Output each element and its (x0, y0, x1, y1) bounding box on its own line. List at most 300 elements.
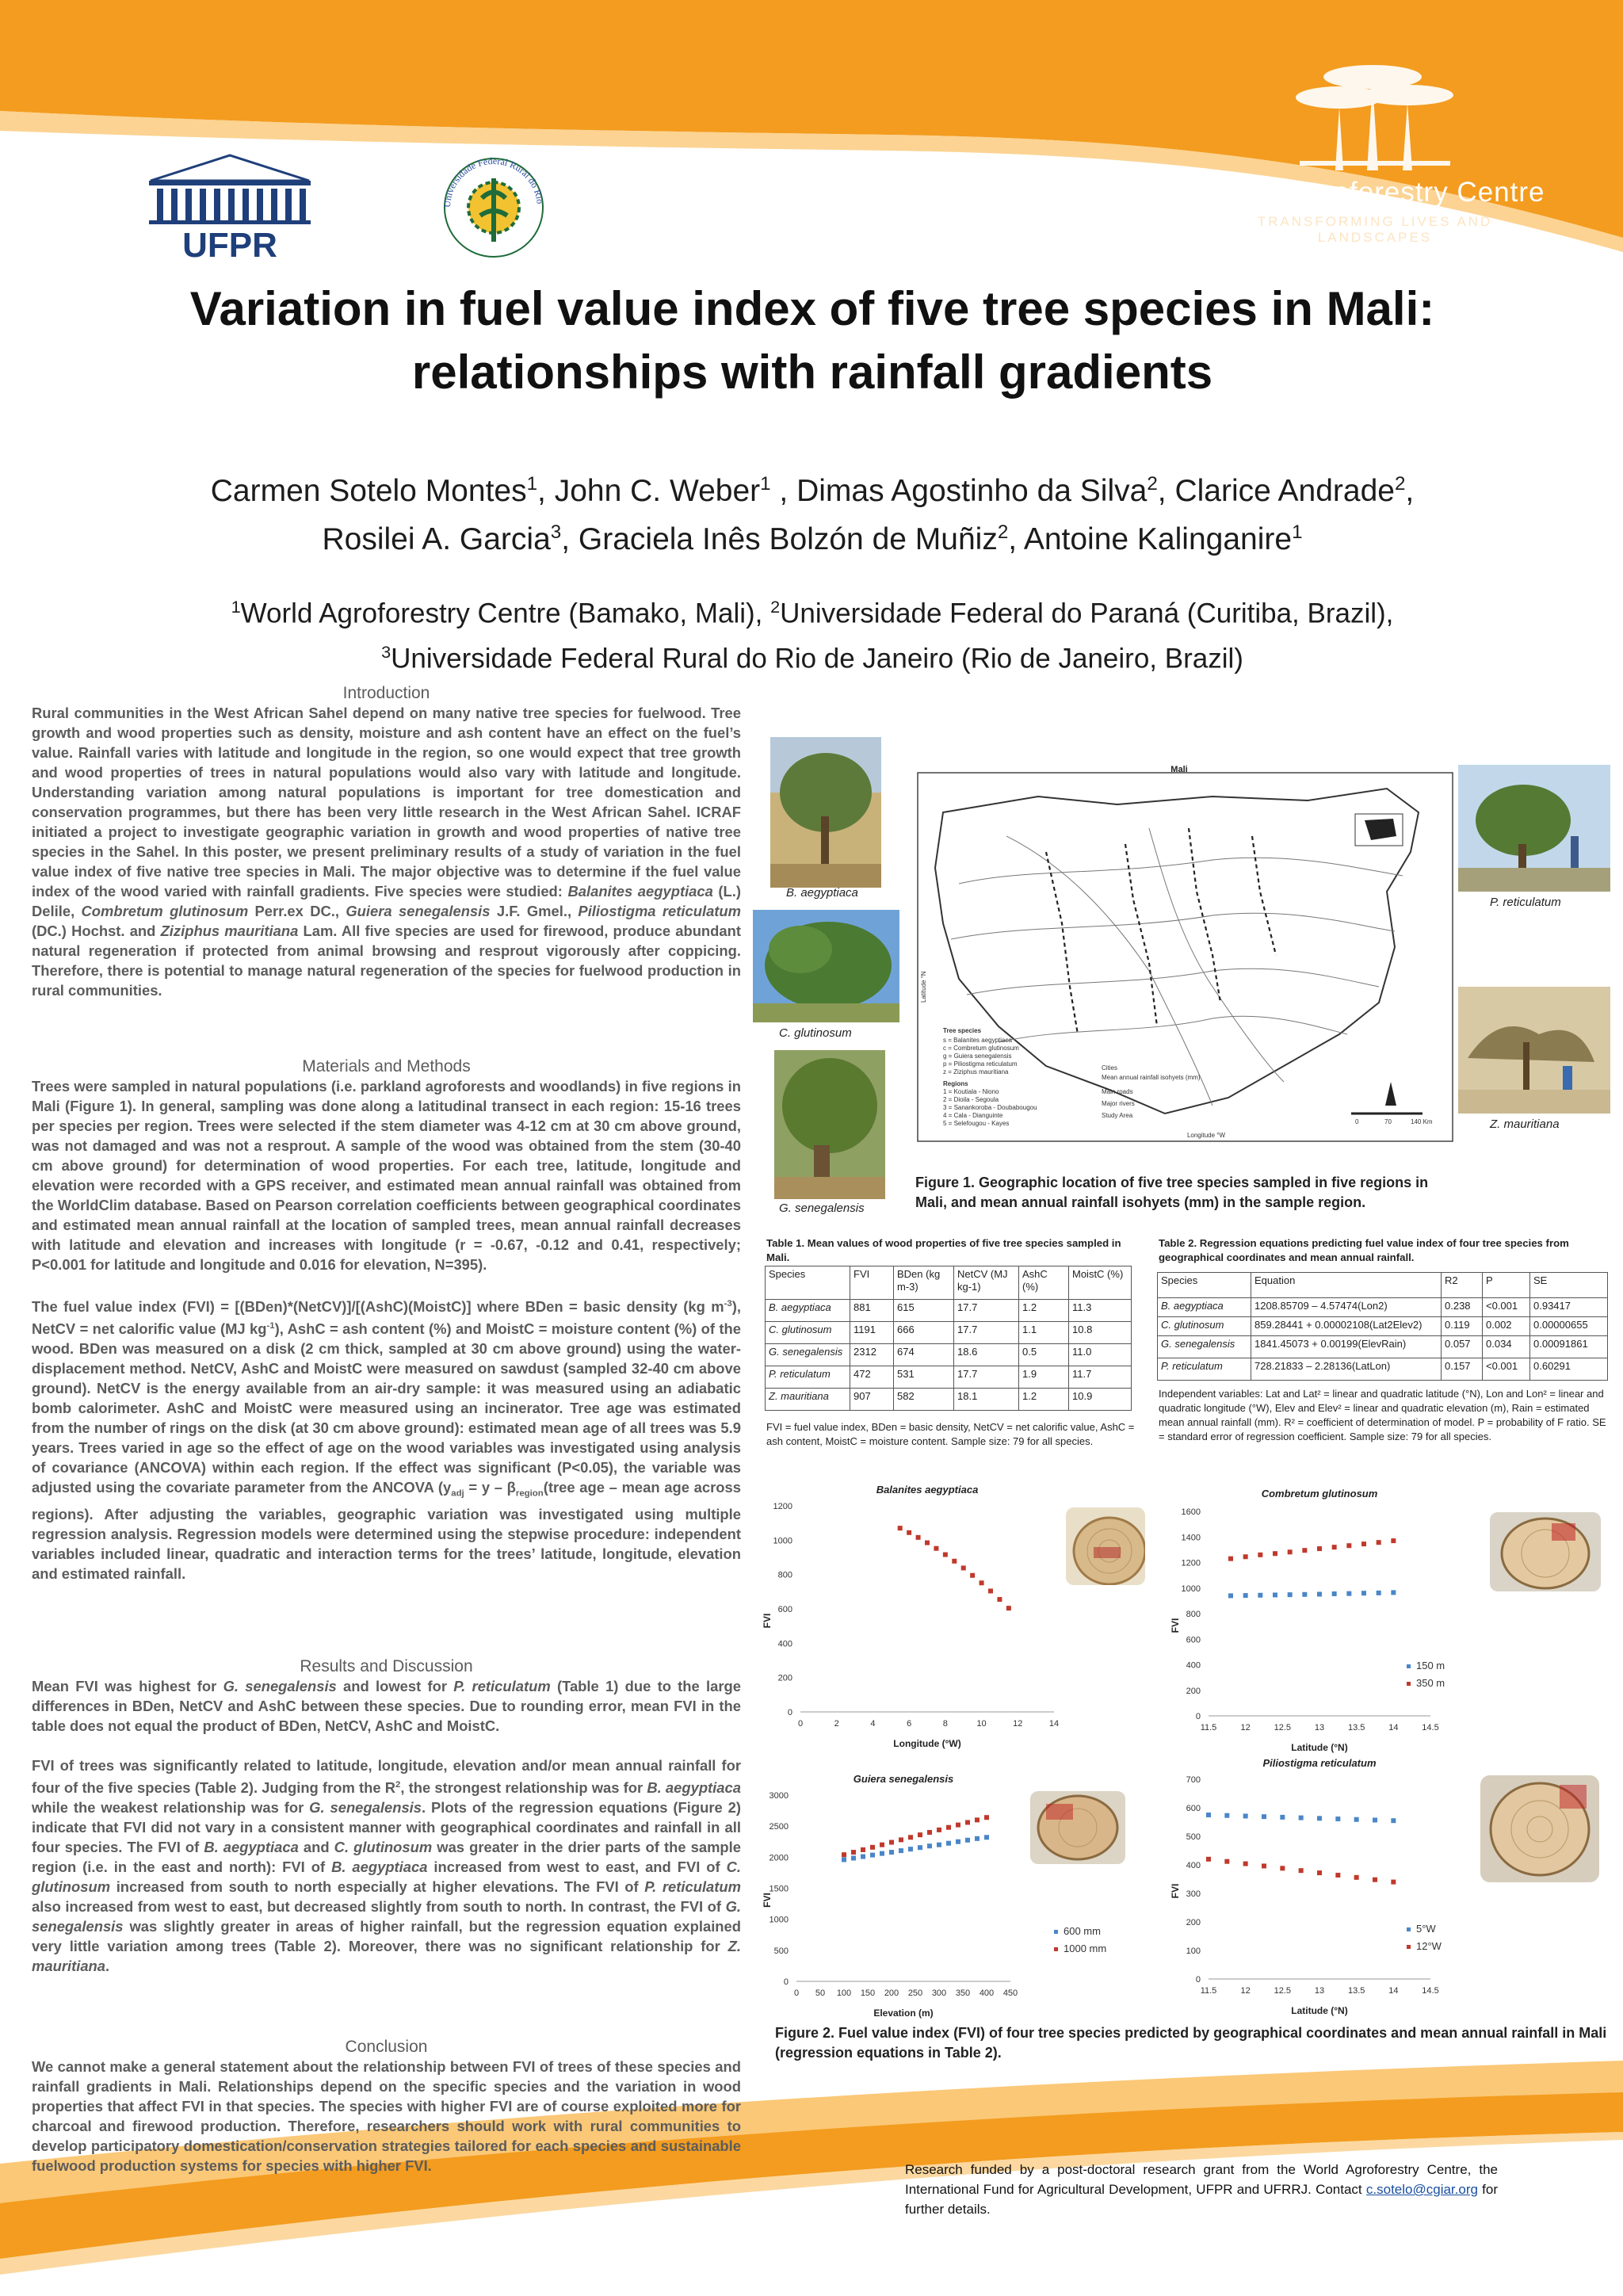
chart-data-point (1243, 1593, 1248, 1598)
chart-data-point (1206, 1813, 1211, 1817)
table-header-cell: Species (766, 1266, 850, 1300)
table-header-row (1158, 1273, 1608, 1298)
chart-x-tick-label: 0 (793, 1988, 800, 1998)
chart-y-tick-label: 200 (1186, 1686, 1201, 1696)
map-scale-label: 0 (1355, 1118, 1359, 1125)
map-legend-species: z = Ziziphus mauritiana (943, 1068, 1009, 1075)
table-cell: C. glutinosum (766, 1322, 850, 1344)
chart-data-point (1288, 1549, 1293, 1554)
table-cell: 0.119 (1442, 1317, 1483, 1336)
chart-data-point (961, 1565, 966, 1570)
author-name: Dimas Agostinho da Silva (796, 474, 1148, 508)
chart-data-point (1332, 1545, 1337, 1549)
chart-data-point (899, 1848, 903, 1853)
author-name: Carmen Sotelo Montes (210, 474, 527, 508)
chart-y-tick-label: 0 (787, 1708, 792, 1717)
table-header-cell: Equation (1251, 1273, 1442, 1298)
table-row (1158, 1298, 1608, 1317)
contact-email-link[interactable]: c.sotelo@cgiar.org (1365, 2182, 1478, 2197)
chart-data-point (880, 1851, 884, 1856)
chart-data-point (1302, 1592, 1307, 1597)
affiliation-number: 2 (770, 597, 781, 617)
chart-x-tick-label: 0 (797, 1719, 804, 1729)
chart-y-tick-label: 400 (777, 1639, 792, 1649)
icraf-name: World Agroforestry Centre (1205, 177, 1545, 208)
funding-text: Research funded by a post-doctoral research grant from the World Agroforestry Centre, the International Fund for Agricultural Development, UFPR and UFRRJ. Contact (905, 2162, 1498, 2197)
chart-legend-label: 1000 mm (1064, 1943, 1107, 1954)
chart-data-point (1273, 1592, 1277, 1597)
chart-data-point (1317, 1591, 1322, 1596)
author-affiliation-mark: 2 (997, 521, 1009, 543)
species-name: Ziziphus mauritiana (160, 923, 299, 939)
results-text-part: was slightly greater in areas of higher rainfall, but the regression equation explained very little variation among trees (Table 2). Moreover, there was no significant relationship for (32, 1918, 741, 1955)
table-cell: 11.3 (1069, 1300, 1132, 1322)
table-header-row (766, 1266, 1132, 1300)
intro-text-part: Perr.ex DC., (248, 903, 346, 919)
chart-data-point (934, 1546, 938, 1551)
table-header-cell: MoistC (%) (1069, 1266, 1132, 1300)
table-cell: P. reticulatum (766, 1366, 850, 1389)
table-header-cell: FVI (850, 1266, 894, 1300)
chart-data-point (916, 1535, 921, 1540)
chart-data-point (1243, 1813, 1248, 1818)
table-cell: Z. mauritiana (766, 1389, 850, 1411)
chart-x-tick-label: 150 (860, 1988, 876, 1998)
figure-label: Figure 2. (775, 2025, 835, 2041)
affiliation-line-2 (71, 633, 1553, 678)
table-header-cell: Species (1158, 1273, 1251, 1298)
map-legend-species: s = Balanites aegyptiaca (943, 1037, 1012, 1044)
table-header-cell: SE (1530, 1273, 1608, 1298)
caption-ziziphus-mauritiana: Z. mauritiana (1490, 1117, 1560, 1131)
table-cell: 531 (894, 1366, 954, 1389)
chart-data-point (861, 1847, 865, 1852)
chart-y-tick-label: 500 (773, 1946, 789, 1956)
table-cell: <0.001 (1483, 1358, 1530, 1381)
chart-y-tick-label: 400 (1186, 1660, 1201, 1671)
chart-data-point (889, 1840, 894, 1845)
table-cell: 728.21833 – 2.28136(LatLon) (1251, 1358, 1442, 1381)
chart-data-point (908, 1835, 913, 1839)
table-row (1158, 1358, 1608, 1381)
subscript: adj (451, 1488, 464, 1499)
table-cell: 0.00000655 (1530, 1317, 1608, 1336)
chart-y-tick-label: 1000 (773, 1536, 792, 1546)
table-cell: 1191 (850, 1322, 894, 1344)
chart-y-tick-label: 700 (1186, 1775, 1201, 1785)
chart-data-point (1299, 1868, 1304, 1873)
chart-y-tick-label: 0 (1195, 1712, 1201, 1721)
chart-x-tick-label: 450 (1002, 1988, 1018, 1998)
map-xlabel: Longitude °W (1186, 1132, 1226, 1139)
table-row (766, 1322, 1132, 1344)
chart-data-point (1335, 1817, 1340, 1821)
chart-legend-swatch (1407, 1945, 1411, 1949)
chart-legend-swatch (1054, 1947, 1058, 1951)
chart-data-point (956, 1823, 960, 1828)
methods-text-part: (tree age – mean age across regions). After adjusting the variables, geographic variation was investigated using multiple regression analysis. Regression models were determined using the stepwise procedure: independent variables included linear, quadratic and interaction terms for the trees’ latitude, longitude, elevation and estimated rainfall. (32, 1479, 741, 1582)
introduction-heading: Introduction (342, 684, 430, 702)
results-paragraph-2 (32, 1755, 741, 1976)
figure-label: Figure 1. (915, 1175, 976, 1190)
chart-x-tick-label: 8 (942, 1719, 948, 1729)
chart-data-point (1332, 1591, 1337, 1596)
chart-data-point (988, 1588, 993, 1593)
chart-data-point (970, 1573, 975, 1578)
chart-data-point (984, 1835, 989, 1839)
chart-y-tick-label: 0 (783, 1977, 789, 1987)
chart-data-point (1377, 1540, 1381, 1545)
chart-data-point (907, 1530, 911, 1535)
author-name: Clarice Andrade (1174, 474, 1395, 508)
chart-y-tick-label: 600 (777, 1605, 792, 1614)
chart-y-tick-label: 200 (777, 1673, 792, 1683)
chart-data-point (1299, 1816, 1304, 1820)
caption-guiera-senegalensis: G. senegalensis (779, 1201, 865, 1215)
ufpr-logo (135, 149, 325, 260)
chart-data-point (1361, 1541, 1366, 1546)
funding-note (905, 2160, 1498, 2219)
table-cell: 666 (894, 1322, 954, 1344)
chart-data-point (1206, 1857, 1211, 1862)
results-text-part: , the strongest relationship was for (400, 1779, 647, 1797)
chart-data-point (927, 1830, 932, 1835)
species-name: C. glutinosum (334, 1839, 433, 1856)
chart-data-point (946, 1825, 951, 1830)
ufpr-logo-text: UFPR (182, 226, 277, 260)
chart-data-point (1346, 1591, 1351, 1596)
chart-y-tick-label: 1500 (769, 1884, 789, 1894)
chart-title: Balanites aegyptiaca (876, 1484, 979, 1496)
methods-section (32, 1056, 741, 1584)
table-header-cell: BDen (kg m-3) (894, 1266, 954, 1300)
chart-y-tick-label: 100 (1186, 1946, 1201, 1956)
table-row (766, 1344, 1132, 1366)
map-legend-key: Cities (1102, 1064, 1118, 1072)
chart-x-tick-label: 14 (1048, 1719, 1060, 1729)
chart-data-point (1373, 1878, 1377, 1882)
table-cell: 11.0 (1069, 1344, 1132, 1366)
chart-data-point (908, 1847, 913, 1851)
table-row (766, 1300, 1132, 1322)
chart-data-point (1354, 1875, 1359, 1880)
conclusion-heading: Conclusion (345, 2038, 428, 2056)
species-name: B. aegyptiaca (331, 1859, 428, 1876)
chart-data-point (842, 1857, 846, 1862)
table-cell: 18.1 (954, 1389, 1019, 1411)
chart-y-tick-label: 1600 (1181, 1507, 1201, 1517)
results-text-part: FVI of trees was significantly related to latitude, longitude, elevation and/or mean annual rainfall for four of the five species (Table 2). Judging from the R (32, 1757, 741, 1797)
table-cell: 10.9 (1069, 1389, 1132, 1411)
table-cell: 0.93417 (1530, 1298, 1608, 1317)
author-separator: , (537, 474, 555, 508)
figure-1-caption (915, 1173, 1462, 1213)
table-1-note: FVI = fuel value index, BDen = basic density, NetCV = net calorific value, AshC = ash content, MoistC = moisture content. Sample size: 79 for all species. (766, 1421, 1135, 1447)
ufrrj-logo-text: Universidade Federal Rural do Rio (441, 155, 546, 208)
chart-legend-swatch (1407, 1927, 1411, 1931)
table-cell: G. senegalensis (766, 1344, 850, 1366)
species-name: G. senegalensis (223, 1678, 337, 1694)
affiliation-list (71, 588, 1553, 678)
table-cell: 1208.85709 – 4.57474(Lon2) (1251, 1298, 1442, 1317)
chart-y-axis-label: FVI (762, 1613, 773, 1629)
chart-data-point (1262, 1814, 1266, 1819)
species-name: B. aegyptiaca (647, 1779, 741, 1797)
chart-data-point (1258, 1553, 1262, 1557)
chart-data-point (965, 1838, 970, 1843)
table-cell: 0.002 (1483, 1317, 1530, 1336)
table-header-cell: AshC (%) (1019, 1266, 1069, 1300)
table-cell: 1.2 (1019, 1300, 1069, 1322)
chart-data-point (956, 1839, 960, 1844)
affiliation-line-1 (71, 588, 1553, 633)
chart-data-point (1317, 1816, 1322, 1820)
table-cell: 472 (850, 1366, 894, 1389)
map-ylabel: Latitude °N (920, 971, 927, 1003)
author-separator: , (1405, 474, 1415, 508)
chart-x-tick-label: 350 (955, 1988, 971, 1998)
icraf-logo (1205, 59, 1545, 245)
chart-data-point (1302, 1548, 1307, 1553)
author-affiliation-mark: 1 (1292, 521, 1303, 543)
table-cell: 2312 (850, 1344, 894, 1366)
map-legend-species-heading: Tree species (943, 1027, 982, 1034)
ufrrj-logo (434, 143, 553, 273)
chart-y-tick-label: 1000 (769, 1915, 789, 1925)
table-1-caption: Table 1. Mean values of wood properties of five tree species sampled in Mali. (766, 1237, 1121, 1263)
table-cell: 0.238 (1442, 1298, 1483, 1317)
species-name: C. glutinosum (32, 1859, 741, 1896)
chart-legend-swatch (1407, 1682, 1411, 1686)
conclusion-section (32, 2037, 741, 2176)
chart-data-point (1228, 1557, 1233, 1561)
table-cell: 17.7 (954, 1366, 1019, 1389)
chart-y-tick-label: 500 (1186, 1832, 1201, 1842)
table-cell: <0.001 (1483, 1298, 1530, 1317)
table-cell: 674 (894, 1344, 954, 1366)
results-text-part: while the weakest relationship was for (32, 1799, 310, 1817)
table-2-note: Independent variables: Lat and Lat² = linear and quadratic latitude (°N), Lon and Lon² = linear and quadratic longitude (°W), Elev and Elev² = linear and quadratic elevation (m), Rain = estimated mean annual rainfall (mm). R² = coefficient of determination of model. P = probability of F ratio. SE = standard error of regression coefficient. Sample size: 79 for all species. (1159, 1388, 1606, 1442)
chart-y-tick-label: 1200 (1181, 1558, 1201, 1568)
chart-x-tick-label: 14 (1388, 1723, 1399, 1733)
chart-y-axis-label: FVI (1170, 1618, 1181, 1633)
species-name: G. senegalensis (309, 1799, 422, 1817)
chart-x-tick-label: 11.5 (1200, 1723, 1217, 1733)
chart-data-point (1262, 1863, 1266, 1868)
chart-data-point (975, 1836, 980, 1841)
chart-data-point (1377, 1591, 1381, 1595)
results-text-part: increased from west to east, and FVI of (427, 1859, 727, 1876)
chart-legend-label: 12°W (1416, 1940, 1442, 1952)
table-cell: 18.6 (954, 1344, 1019, 1366)
author-name: Rosilei A. Garcia (322, 522, 551, 556)
chart-x-tick-label: 400 (979, 1988, 995, 1998)
chart-y-tick-label: 600 (1186, 1635, 1201, 1645)
chart-x-tick-label: 300 (931, 1988, 947, 1998)
chart-legend-label: 350 m (1416, 1677, 1445, 1689)
chart-x-tick-label: 50 (815, 1988, 826, 1998)
chart-data-point (1006, 1606, 1011, 1610)
chart-data-point (889, 1850, 894, 1855)
poster-title (71, 277, 1553, 404)
results-paragraph-1 (32, 1676, 741, 1736)
table-cell: G. senegalensis (1158, 1336, 1251, 1358)
author-separator: , (1008, 522, 1024, 556)
photo-wood-disk-balanites (1066, 1507, 1145, 1585)
table-cell: 10.8 (1069, 1322, 1132, 1344)
table-cell: P. reticulatum (1158, 1358, 1251, 1381)
chart-data-point (975, 1817, 980, 1822)
map-legend-key: Main roads (1102, 1088, 1133, 1095)
species-name: P. reticulatum (453, 1678, 551, 1694)
intro-text-part: J.F. Gmel., (490, 903, 579, 919)
map-scale-label: 140 Km (1411, 1118, 1433, 1125)
species-name: P. reticulatum (644, 1878, 741, 1896)
chart-data-point (1391, 1880, 1396, 1885)
map-scale-label: 70 (1384, 1118, 1392, 1125)
map-legend-region: 3 = Sanankoroba - Doubabougou (943, 1104, 1037, 1111)
table-row (1158, 1317, 1608, 1336)
table-cell: 1841.45073 + 0.00199(ElevRain) (1251, 1336, 1442, 1358)
table-2 (1157, 1272, 1608, 1381)
table-row (1158, 1336, 1608, 1358)
chart-y-tick-label: 2500 (769, 1822, 789, 1832)
chart-data-point (1224, 1813, 1229, 1818)
table-header-cell: NetCV (MJ kg-1) (954, 1266, 1019, 1300)
chart-y-axis-label: FVI (1170, 1883, 1181, 1899)
introduction-text (32, 703, 741, 1000)
caption-balanites-aegyptiaca: B. aegyptiaca (786, 886, 858, 900)
chart-legend-swatch (1407, 1664, 1411, 1668)
chart-data-point (937, 1828, 941, 1832)
intro-text-part: (L.) Delile, (32, 883, 742, 919)
chart-data-point (980, 1580, 984, 1585)
table-header-cell: R2 (1442, 1273, 1483, 1298)
chart-y-tick-label: 2000 (769, 1853, 789, 1863)
table-cell: 1.1 (1019, 1322, 1069, 1344)
species-name: G. senegalensis (32, 1898, 741, 1935)
map-legend-key: Study Area (1102, 1112, 1133, 1119)
superscript: -1 (266, 1321, 275, 1331)
table-row (766, 1389, 1132, 1411)
table-cell: 0.5 (1019, 1344, 1069, 1366)
photo-wood-disk-piliostigma (1480, 1775, 1599, 1882)
chart-x-tick-label: 14.5 (1422, 1986, 1439, 1996)
author-affiliation-mark: 1 (760, 473, 771, 495)
affiliation-text: Universidade Federal do Paraná (Curitiba, Brazil), (780, 598, 1394, 629)
chart-data-point (952, 1559, 957, 1564)
caption-combretum-glutinosum: C. glutinosum (779, 1026, 852, 1040)
chart-y-tick-label: 400 (1186, 1861, 1201, 1870)
map-legend-key: Mean annual rainfall isohyets (mm) (1102, 1074, 1201, 1081)
table-cell: 17.7 (954, 1322, 1019, 1344)
chart-data-point (1228, 1593, 1233, 1598)
photo-piliostigma-reticulatum (1444, 765, 1610, 892)
photo-combretum-glutinosum (753, 910, 899, 1022)
chart-x-tick-label: 4 (870, 1719, 876, 1729)
table-cell: 907 (850, 1389, 894, 1411)
map-legend-region: 5 = Selefougou - Kayes (943, 1120, 1010, 1127)
chart-y-tick-label: 1400 (1181, 1533, 1201, 1543)
chart-x-tick-label: 13.5 (1347, 1723, 1365, 1733)
table-cell: 17.7 (954, 1300, 1019, 1322)
chart-data-point (918, 1845, 922, 1850)
table-cell: 11.7 (1069, 1366, 1132, 1389)
figure-caption-text: Fuel value index (FVI) of four tree species predicted by geographical coordinates and mean annual rainfall in Mali (regression equations in Table 2). (775, 2025, 1607, 2061)
affiliation-text: Universidade Federal Rural do Rio de Janeiro (Rio de Janeiro, Brazil) (391, 643, 1243, 674)
chart-data-point (927, 1843, 932, 1848)
species-name: Z. mauritiana (32, 1938, 741, 1975)
chart-data-point (1258, 1593, 1262, 1598)
results-heading: Results and Discussion (300, 1657, 473, 1675)
chart-x-tick-label: 2 (834, 1719, 839, 1729)
map-legend-key: Major rivers (1102, 1100, 1135, 1107)
chart-data-point (1224, 1859, 1229, 1864)
map-legend-species: g = Guiera senegalensis (943, 1052, 1012, 1060)
chart-data-point (997, 1597, 1002, 1602)
results-text-part: and lowest for (336, 1678, 454, 1694)
map-legend-region: 4 = Cala - Dianguinte (943, 1112, 1003, 1119)
chart-data-point (1243, 1862, 1248, 1866)
mali-map (911, 765, 1458, 1145)
chart-data-point (1273, 1551, 1277, 1556)
chart-x-tick-label: 13 (1314, 1723, 1325, 1733)
chart-x-axis-label: Latitude (°N) (1291, 2005, 1348, 2016)
photo-guiera-senegalensis (774, 1050, 885, 1199)
chart-title: Combretum glutinosum (1261, 1488, 1378, 1499)
results-text-part: increased from south to north especially at higher elevations. The FVI of (110, 1878, 645, 1896)
map-legend-regions-heading: Regions (943, 1080, 968, 1087)
intro-text-part: Rural communities in the West African Sahel depend on many native tree species for fuelwood. Tree growth and wood properties such as density, moisture and ash content have an effect on the fuel’s value. Rainfall varies with latitude and longitude in the region, so one would expect that tree growth and wood properties of trees in natural populations would also vary with latitude and longitude. Understanding variation among natural populations is important for tree domestication and conservation programmes, but there has been very little research in the West African Sahel. ICRAF initiated a project to investigate geographic variation in growth and wood properties of native tree species in the Sahel. In this poster, we present preliminary results of a study of variation in the fuel value index of five native tree species in Mali. The major objective was to determine if the fuel value index of the wood varied with rainfall gradients. Five species were studied: (32, 705, 741, 900)
intro-text-part: (DC.) Hochst. and (32, 923, 161, 939)
chart-data-point (851, 1850, 856, 1855)
author-list (71, 464, 1553, 560)
methods-heading: Materials and Methods (302, 1057, 471, 1075)
chart-legend-swatch (1054, 1930, 1058, 1934)
poster-title-line-2: relationships with rainfall gradients (411, 346, 1213, 399)
chart-x-tick-label: 14.5 (1422, 1723, 1439, 1733)
chart-x-tick-label: 10 (976, 1719, 987, 1729)
chart-data-point (937, 1843, 941, 1847)
chart-data-point (1391, 1538, 1396, 1543)
table-cell: C. glutinosum (1158, 1317, 1251, 1336)
chart-y-tick-label: 300 (1186, 1889, 1201, 1899)
superscript: 2 (395, 1780, 401, 1790)
chart-data-point (925, 1541, 930, 1545)
map-title: Mali (1170, 765, 1188, 774)
photo-wood-disk-guiera (1030, 1791, 1125, 1864)
chart-data-point (898, 1526, 903, 1530)
results-text-part: . Plots of the regression equations (Figure 2) indicate that FVI did not vary in a consistent manner with geographical coordinates and rainfall in all four species. The FVI of (32, 1799, 742, 1856)
species-name: Combretum glutinosum (81, 903, 249, 919)
chart-x-tick-label: 11.5 (1200, 1986, 1217, 1996)
chart-title: Guiera senegalensis (853, 1773, 954, 1785)
table-cell: B. aegyptiaca (1158, 1298, 1251, 1317)
affiliation-number: 1 (231, 597, 241, 617)
chart-data-point (1288, 1592, 1293, 1597)
chart-y-tick-label: 200 (1186, 1918, 1201, 1927)
poster-title-line-1: Variation in fuel value index of five tree species in Mali: (189, 282, 1435, 335)
map-legend-region: 1 = Koutiala - Niono (943, 1088, 999, 1095)
chart-data-point (1354, 1817, 1359, 1822)
affiliation-text: World Agroforestry Centre (Bamako, Mali), (240, 598, 771, 629)
species-name: B. aegyptiaca (204, 1839, 299, 1856)
results-text-part: Mean FVI was highest for (32, 1678, 223, 1694)
table-cell: 1.9 (1019, 1366, 1069, 1389)
photo-wood-disk-combretum (1490, 1512, 1601, 1591)
chart-legend-label: 5°W (1416, 1923, 1436, 1935)
chart-data-point (946, 1841, 951, 1846)
